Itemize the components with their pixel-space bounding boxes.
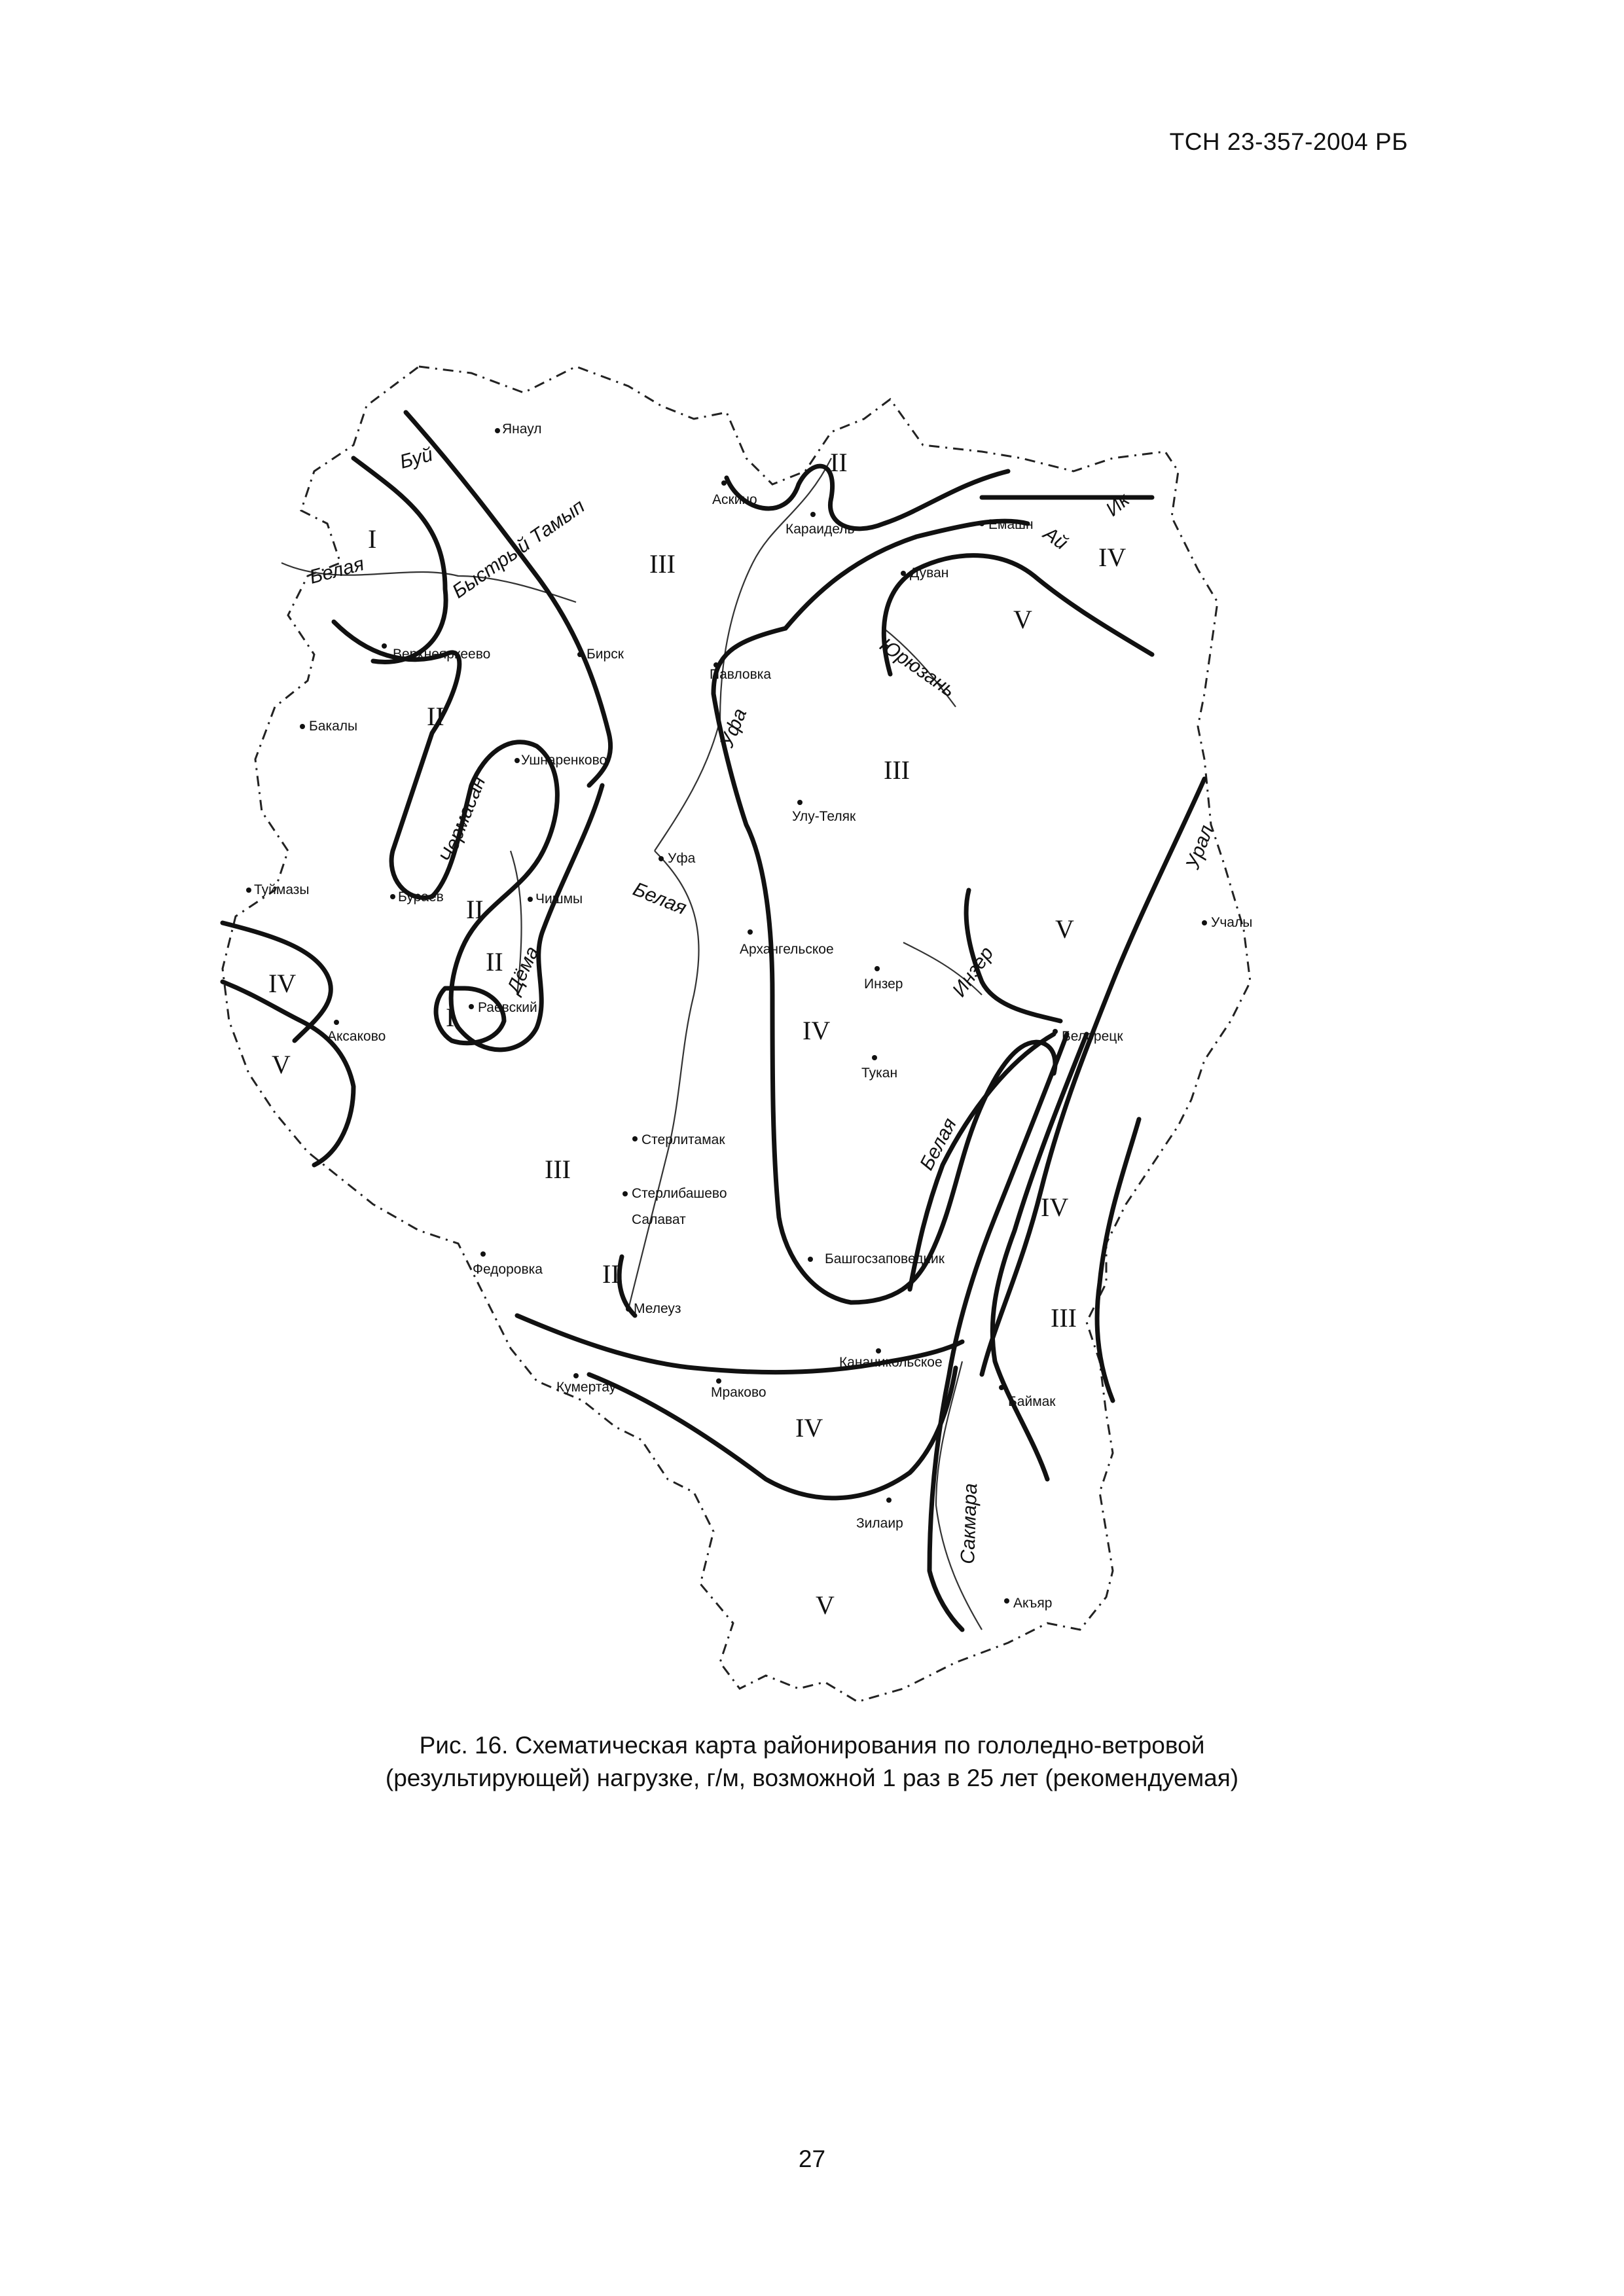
town-label: Федоровка (473, 1262, 543, 1277)
river-ufa (655, 458, 831, 851)
region-label: II (466, 895, 484, 924)
page-number: 27 (798, 2145, 826, 2172)
figure-caption (0, 1729, 1624, 1795)
region-label: III (545, 1155, 571, 1184)
region-label: V (272, 1050, 291, 1079)
town-label: Стерлитамак (641, 1132, 725, 1147)
town-label: Дуван (910, 565, 949, 581)
town-label: Баймак (1008, 1394, 1056, 1409)
town-label: Аксаково (327, 1029, 386, 1044)
region-label: IV (795, 1413, 823, 1443)
river-label: Белая (307, 552, 367, 588)
caption-line: (результирующей) нагрузке, г/м, возможной 1 раз в 25 лет (рекомендуемая) (385, 1765, 1239, 1791)
region-label: III (1051, 1303, 1077, 1333)
region-label: II (602, 1259, 620, 1289)
town-label: Туймазы (254, 882, 310, 897)
town-label: Башгосзаповедник (825, 1251, 945, 1266)
region-label: II (427, 702, 444, 731)
river-label: Уфа (715, 705, 751, 751)
town-label: Бирск (586, 647, 624, 662)
town-label: Архангельское (740, 942, 834, 957)
region-label: V (1055, 914, 1074, 944)
isoline (619, 1257, 635, 1316)
isoline (982, 779, 1204, 1374)
caption-line: Рис. 16. Схематическая карта районирования по гололедно-ветровой (419, 1732, 1205, 1759)
region-label: III (649, 549, 676, 579)
town-label: Салават (632, 1212, 686, 1227)
river-label: Быстрый Тамып (448, 495, 589, 603)
region-label: III (884, 755, 910, 785)
town-label: Караидель (785, 522, 855, 537)
region-label: I (368, 524, 377, 554)
town-label: Мраково (711, 1385, 767, 1400)
town-label: Бураев (398, 889, 444, 905)
town-label: Янаул (502, 422, 542, 437)
river-belaya-middle (628, 851, 699, 1309)
town-label: Инзер (864, 977, 903, 992)
river-label: Чермасан (435, 773, 490, 866)
region-labels (268, 448, 1126, 1620)
town-label: Белорецк (1062, 1029, 1123, 1044)
isoline (353, 458, 446, 662)
town-label: Тукан (861, 1066, 898, 1081)
river-label: Урал (1182, 822, 1218, 872)
region-label: II (830, 448, 848, 477)
river-label: Буй (397, 443, 435, 473)
region-label: V (816, 1590, 835, 1620)
river-label: Сакмара (957, 1482, 982, 1565)
town-label: Ушнаренково (521, 753, 607, 768)
region-label: IV (1041, 1193, 1069, 1222)
document-code: ТСН 23-357-2004 РБ (1169, 128, 1408, 155)
town-label: Стерлибашево (632, 1186, 727, 1201)
river-label: Ик (1102, 489, 1134, 521)
town-label: Раевский (478, 1000, 537, 1015)
town-label: Кумертау (556, 1380, 617, 1395)
town-label: Бакалы (309, 719, 358, 734)
region-label: V (1013, 605, 1032, 634)
isoline (589, 1368, 956, 1498)
town-label: Учалы (1211, 915, 1253, 930)
region-label: II (486, 947, 503, 977)
isoline (1097, 1119, 1139, 1401)
isoline (334, 622, 602, 1050)
region-label: IV (1098, 543, 1127, 572)
isoline (713, 628, 1055, 1302)
town-label: Емашн (988, 517, 1034, 532)
river-label: Белая (916, 1114, 962, 1174)
town-label: Улу-Теляк (792, 809, 856, 824)
river-label: Дёма (503, 942, 544, 997)
river-label: Инзер (948, 942, 998, 1001)
town-label: Чишмы (535, 891, 583, 906)
river-label: Юрюзань (875, 634, 960, 702)
region-label: IV (803, 1016, 831, 1045)
region-label: I (446, 1003, 455, 1032)
river-label: Ай (1039, 522, 1072, 554)
town-label: Верхнеяркеево (393, 647, 491, 662)
town-label: Зилаир (856, 1516, 903, 1531)
region-label: IV (268, 969, 297, 998)
town-label: Кананикольское (839, 1355, 943, 1370)
town-label: Акъяр (1013, 1596, 1053, 1611)
town-label: Павловка (710, 667, 772, 682)
town-label: Аскино (712, 492, 757, 507)
town-label: Мелеуз (634, 1301, 681, 1316)
isoline (727, 466, 1008, 529)
river-label: Белая (630, 878, 690, 920)
town-label: Уфа (668, 851, 696, 866)
